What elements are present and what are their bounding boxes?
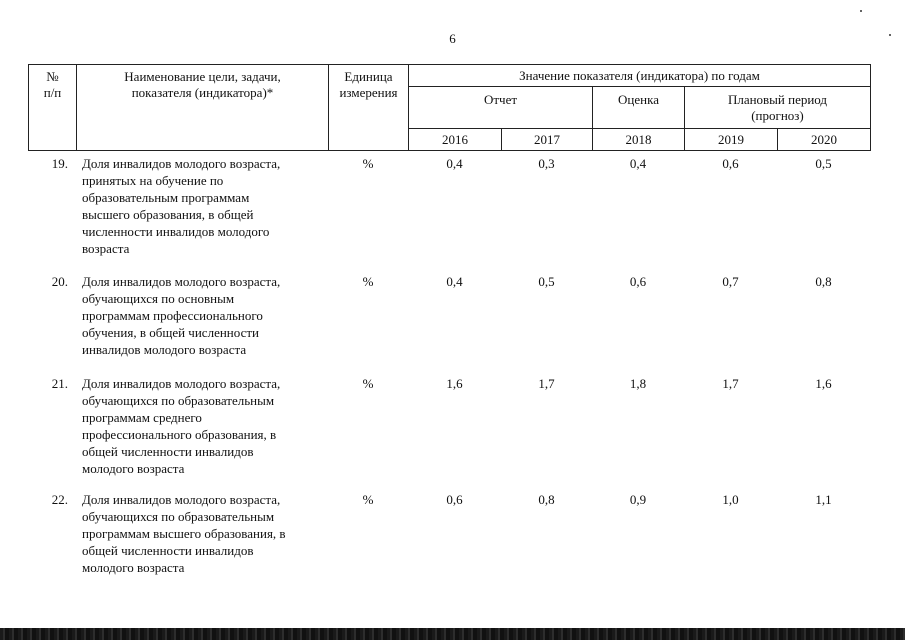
row-number: 21. <box>51 376 68 391</box>
row-value: 0,5 <box>538 274 555 289</box>
header-report-label: Отчет <box>483 92 518 107</box>
row-unit: % <box>362 156 374 171</box>
row-value: 0,4 <box>629 156 647 171</box>
header-estimate <box>593 87 685 129</box>
header-year <box>502 129 593 151</box>
header-year <box>778 129 871 151</box>
table-row <box>28 155 870 273</box>
row-value: 1,8 <box>629 376 647 391</box>
scan-speck <box>889 34 891 36</box>
header-plan-label: Плановый период (прогноз) <box>727 92 828 123</box>
row-value: 1,1 <box>815 492 832 507</box>
table-body <box>28 155 870 581</box>
header-unit <box>329 65 409 151</box>
scan-edge-bar <box>0 628 905 640</box>
table-row <box>28 491 870 581</box>
header-year-label: 2020 <box>811 131 837 147</box>
row-name <box>76 273 328 375</box>
table-row <box>28 273 870 375</box>
row-number: 22. <box>51 492 68 507</box>
row-value: 1,7 <box>538 376 555 391</box>
row-name <box>76 155 328 273</box>
page-number: 6 <box>449 31 456 46</box>
row-value: 0,8 <box>815 274 832 289</box>
header-name <box>77 65 329 151</box>
row-value: 1,6 <box>446 376 463 391</box>
row-value: 0,9 <box>629 492 647 507</box>
header-report <box>409 87 593 129</box>
row-value: 0,7 <box>722 274 739 289</box>
row-number: 19. <box>51 156 68 171</box>
row-name-text: Доля инвалидов молодого возраста, принятых на обучение по образовательным программам высшего образования, в общей численности инвалидов молодого возраста <box>82 156 281 256</box>
header-plan <box>685 87 871 129</box>
row-value: 0,5 <box>815 156 832 171</box>
row-value: 1,6 <box>815 376 832 391</box>
header-year <box>685 129 778 151</box>
header-year-label: 2016 <box>442 131 468 147</box>
table-header <box>28 64 871 151</box>
row-value: 0,4 <box>446 274 463 289</box>
row-name <box>76 375 328 491</box>
header-number <box>29 65 77 151</box>
header-year-label: 2017 <box>534 131 560 147</box>
row-value: 0,6 <box>446 492 463 507</box>
header-values-label: Значение показателя (индикатора) по годам <box>519 68 760 83</box>
header-year-label: 2018 <box>625 131 652 147</box>
row-value: 0,3 <box>538 156 555 171</box>
row-unit: % <box>362 376 374 391</box>
row-number: 20. <box>51 274 68 289</box>
row-value: 0,6 <box>722 156 739 171</box>
row-name-text: Доля инвалидов молодого возраста, обучающихся по образовательным программам среднего профессионального образования, в общей численности инвалидов молодого возраста <box>82 376 281 476</box>
table-row <box>28 375 870 491</box>
header-year <box>409 129 502 151</box>
header-year <box>593 129 685 151</box>
row-value: 0,6 <box>629 274 647 289</box>
header-year-label: 2019 <box>718 131 744 147</box>
row-name-text: Доля инвалидов молодого возраста, обучающихся по образовательным программам высшего образования, в общей численности инвалидов молодого возраста <box>82 492 286 575</box>
row-unit: % <box>362 492 374 507</box>
row-value: 0,4 <box>446 156 463 171</box>
header-number-label: № п/п <box>43 69 62 100</box>
row-name <box>76 491 328 581</box>
header-estimate-label: Оценка <box>618 92 659 107</box>
header-unit-label: Единица измерения <box>339 69 398 100</box>
row-name-text: Доля инвалидов молодого возраста, обучающихся по основным программам профессионального обучения, в общей численности инвалидов молодого возраста <box>82 274 281 357</box>
row-value: 1,7 <box>722 376 739 391</box>
header-values <box>409 65 871 87</box>
row-value: 0,8 <box>538 492 555 507</box>
row-unit: % <box>362 274 374 289</box>
row-value: 1,0 <box>722 492 739 507</box>
header-name-label: Наименование цели, задачи, показателя (индикатора)* <box>124 69 281 100</box>
scan-speck <box>860 10 862 12</box>
